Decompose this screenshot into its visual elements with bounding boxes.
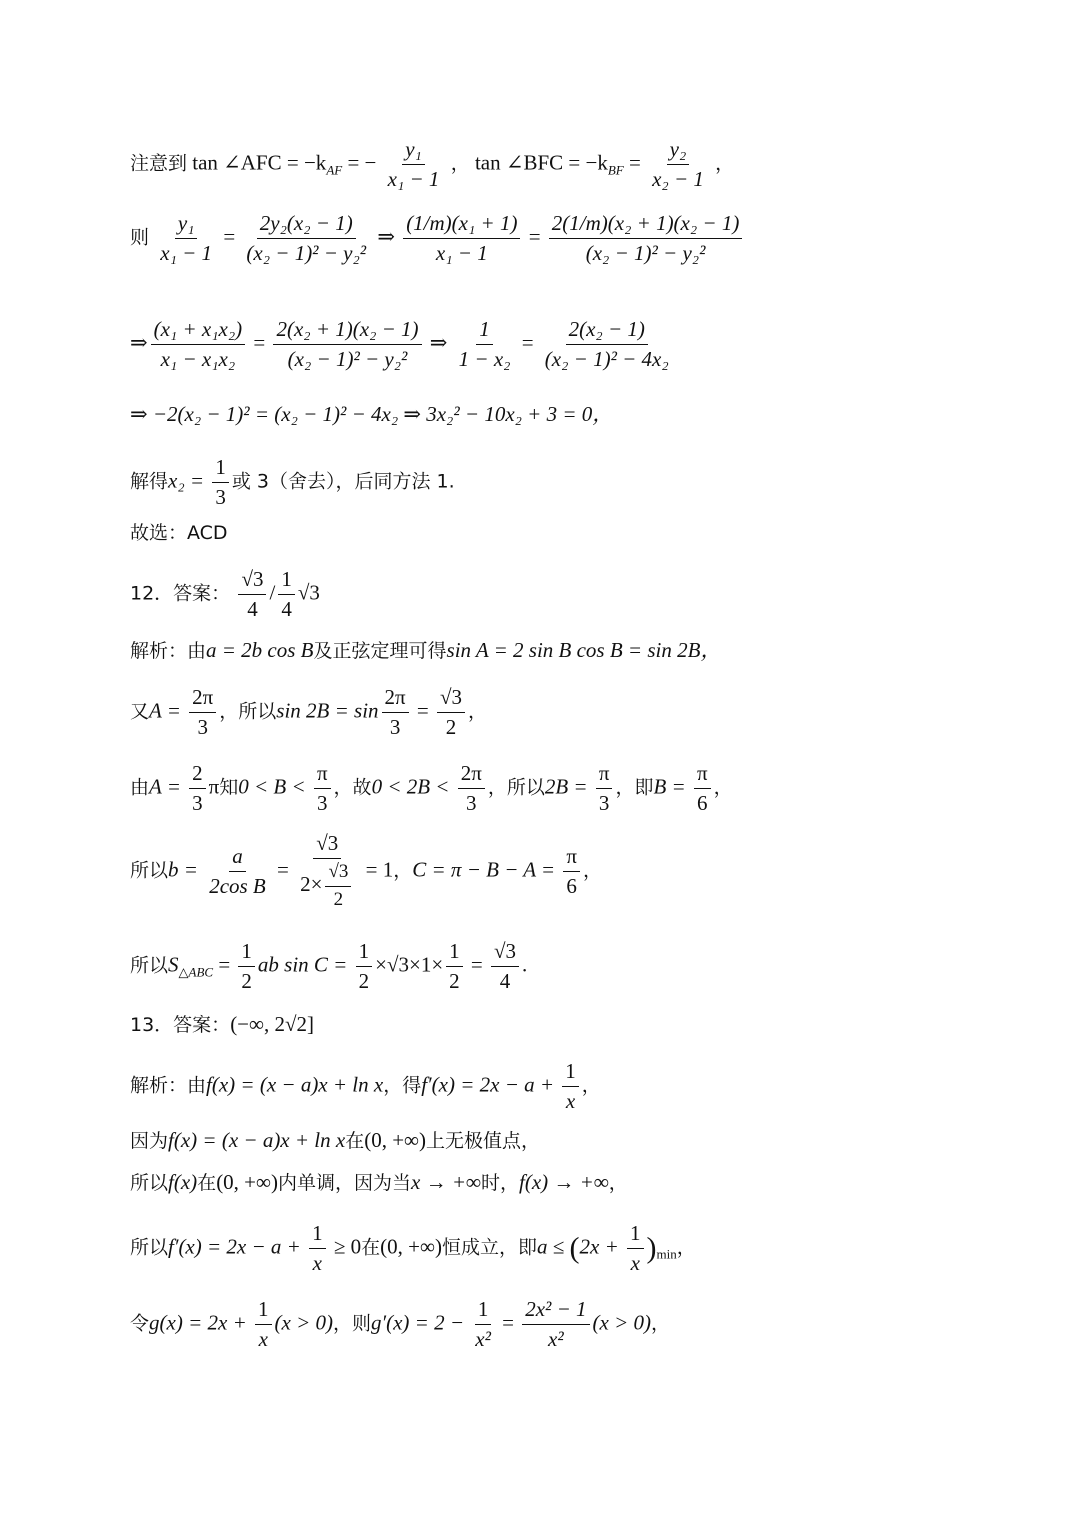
frac-sqrt3-4: $\frac{√3}{4}$ (238, 568, 266, 621)
end-comma: ， (651, 1312, 671, 1335)
eq: = (496, 1310, 520, 1335)
expr-tan-bfc: tan ∠BFC = −k (474, 150, 608, 175)
text-suoyi4: 所以 (130, 954, 169, 977)
frac-a-2cosb: $\frac{a}{\text{2cos B}}$ (209, 843, 266, 898)
text-suoyi: ，所以 (219, 700, 277, 723)
expr-tan-afc: tan ∠AFC = −k (192, 150, 327, 175)
eq-1: = 1 (360, 857, 394, 882)
text-jie-de: 解得 (130, 470, 169, 493)
expr-fx-to-inf: f(x) → +∞ (519, 1170, 609, 1194)
line-8 (130, 640, 721, 661)
slash: / (269, 580, 276, 605)
end-comma: ， (608, 1172, 628, 1194)
frac-3-2: $\frac{\text{2(x₂ + 1)(x₂ − 1)}}{\text{(x₂ − 1)² − y₂²}}$ (273, 318, 421, 371)
frac-2x2-1: $\frac{\text{2x² − 1}}{\text{x²}}$ (522, 1298, 589, 1351)
text-suoyi5: 所以 (130, 1172, 169, 1194)
text-suoyi3: 所以 (130, 859, 169, 882)
line-16 (130, 1172, 628, 1193)
text-no-extrema: 上无极值点， (426, 1130, 541, 1152)
text-zhu-yi-dao: 注意到 (130, 152, 188, 175)
expr-b-eq: b = (168, 857, 204, 882)
line-18 (130, 1298, 670, 1351)
sep-comma: ， (450, 152, 470, 175)
text-suoyi2: ，所以 (487, 776, 545, 799)
frac-2-2: $\frac{\text{2y₂(x₂ − 1)}}{\text{(x₂ − 1)² − y₂²}}$ (246, 211, 367, 266)
text-ling: 令 (130, 1312, 150, 1335)
line-2: 则 $\frac{\text{y₁}}{\text{x₁ − 1}}$ = $\frac{\text{2y₂(x₂ − 1)}}{\text{(x₂ − 1)² − y₂²}}$ ⇒ $\frac{\text{(1/m)(x₁ + 1)}}{\text{x₁ − 1}}$ = $\frac{\text{2(1/m)(x₂ + 1)(x₂ − 1)}}{\text{(x₂ − 1)² − y₂²}}$ (130, 212, 745, 265)
text-zai: 在 (345, 1130, 365, 1152)
line-3: ⇒ $\frac{\text{(x₁ + x₁x₂)}}{\text{x₁ − x₁x₂}}$ = $\frac{\text{2(x₂ + 1)(x₂ − 1)}}{\text{(x₂ − 1)² − y₂²}}$ ⇒ $\frac{1}{\text{1 − x₂}}$ = $\frac{\text{2(x₂ − 1)}}{\text{(x₂ − 1)² − 4x₂}}$ (130, 318, 675, 371)
frac-pi-3-a: $\frac{\pi}{3}$ (314, 762, 331, 815)
frac-nested: √3 2× $\frac{√3}{2}$ (297, 832, 357, 911)
end-comma: ， (581, 1074, 601, 1097)
interval3: (0, +∞) (380, 1234, 442, 1259)
frac-half-1: $\frac{1}{2}$ (238, 940, 255, 993)
text-jie-xi: 解析：由 (130, 640, 207, 662)
expr-c: C = π − B − A = (412, 857, 561, 882)
expr-2b: 2B = (544, 774, 593, 799)
frac-1-x-d: $\frac{1}{x}$ (255, 1298, 272, 1351)
expr-a-leq: a ≤ (536, 1234, 570, 1259)
end-comma: ， (582, 859, 602, 882)
expr-fx: f(x) = (x − a)x + ln x (206, 1072, 384, 1097)
line-10 (130, 762, 733, 815)
expr-fx2: f(x) = (x − a)x + ln x (168, 1128, 346, 1152)
line-17 (130, 1222, 696, 1275)
expr-gx: g(x) = 2x + (149, 1310, 252, 1335)
frac-2-3: $\frac{\text{(1/m)(x₁ + 1)}}{\text{x₁ − 1}}$ (403, 212, 520, 265)
frac-inner-sqrt3-2: $\frac{√3}{2}$ (325, 862, 351, 911)
sub-abc: △ABC (178, 964, 214, 980)
sqrt3-tail: √3 (297, 580, 320, 605)
sub-bf: BF (607, 162, 624, 178)
interval2: (0, +∞) (216, 1170, 278, 1194)
q13-answer-value: (−∞, 2√2] (230, 1012, 315, 1036)
text-zai2: 在 (197, 1172, 217, 1194)
line-7 (130, 568, 320, 621)
line-14 (130, 1060, 601, 1113)
expr-times: ×√3×1× (375, 952, 444, 977)
expr-x-gt-0: (x > 0) (274, 1310, 333, 1335)
area-s: S (168, 952, 179, 977)
interval: (0, +∞) (364, 1128, 427, 1152)
eq1: = (271, 857, 295, 882)
end-period: . (522, 952, 528, 977)
sub-af: AF (326, 162, 343, 178)
expr-sin2b: sin 2B = sin (276, 698, 379, 723)
left-paren: ( (569, 1231, 580, 1265)
expr-fx3: f(x) (168, 1170, 198, 1194)
text-ji: ，即 (615, 776, 654, 799)
end-comma: ， (468, 700, 488, 723)
frac-sqrt3-2: $\frac{√3}{2}$ (437, 686, 465, 739)
line-5 (130, 456, 455, 509)
expr-absinc: ab sin C = (257, 952, 353, 977)
expr-fprime2: f′(x) = 2x − a + (168, 1234, 307, 1259)
end-comma: ， (676, 1236, 696, 1259)
frac-2-3: $\frac{2}{3}$ (189, 762, 206, 815)
text-yinwei: 因为 (130, 1130, 169, 1152)
frac-pi-6: $\frac{\pi}{6}$ (694, 762, 711, 815)
pi: π (208, 774, 220, 799)
text-suffix: 或 3（舍去），后同方法 1. (231, 470, 455, 493)
line-15 (130, 1130, 540, 1151)
text-monotone: 内单调，因为当 (278, 1172, 412, 1194)
eq2: = (465, 952, 489, 977)
frac-half-3: $\frac{1}{2}$ (446, 940, 463, 993)
text-de: ，得 (383, 1074, 422, 1097)
expr-geq0: ≥ 0 (328, 1234, 362, 1259)
frac-2-4: $\frac{\text{2(1/m)(x₂ + 1)(x₂ − 1)}}{\text{(x₂ − 1)² − y₂²}}$ (549, 212, 743, 265)
end-comma: ， (713, 776, 733, 799)
line-4: ⇒ −2(x₂ − 1)² = (x₂ − 1)² − 4x₂ ⇒ 3x₂² − 10x₂ + 3 = 0， (130, 402, 614, 426)
frac-2pi-3-b: $\frac{2\pi}{3}$ (382, 686, 409, 739)
expr-fprime: f′(x) = 2x − a + (421, 1072, 560, 1097)
line-6 (130, 522, 228, 543)
expr-b-range: 0 < B < (238, 774, 311, 799)
text-ze: 则 (130, 226, 150, 249)
frac-1-x2: $\frac{1}{\text{x²}}$ (475, 1297, 491, 1352)
line-11 (130, 832, 602, 911)
expr-a-2bcosb: a = 2b cos B (206, 638, 314, 662)
text-suoyi6: 所以 (130, 1236, 169, 1259)
text-ze2: ，则 (332, 1312, 371, 1335)
expr-sin-a: sin A = 2 sin B cos B = sin 2B， (446, 638, 722, 662)
eq: = (411, 698, 434, 723)
line-12 (130, 940, 527, 993)
expr-gprime: g′(x) = 2 − (371, 1310, 470, 1335)
frac-2-1: $\frac{\text{y₁}}{\text{x₁ − 1}}$ (160, 211, 213, 266)
frac-2pi-3-a: $\frac{2\pi}{3}$ (189, 686, 216, 739)
q13-answer-label: 13．答案： (130, 1014, 231, 1036)
text-zai3: 在 (361, 1236, 381, 1259)
expr-x-gt-0-b: (x > 0) (592, 1310, 651, 1335)
eq: = (623, 150, 647, 175)
frac-sqrt3-4-b: $\frac{√3}{4}$ (491, 940, 519, 993)
line-13 (130, 1014, 314, 1035)
q12-answer-label: 12．答案： (130, 582, 231, 605)
frac-1-x-c: $\frac{1}{x}$ (627, 1222, 644, 1275)
expr-b: B = (653, 774, 691, 799)
text-shi: 时， (480, 1172, 519, 1194)
frac-y1-x1: $\frac{\text{y₁}}{\text{x₁ − 1}}$ (387, 137, 440, 192)
line-1 (130, 138, 734, 191)
frac-1-x: $\frac{1}{x}$ (562, 1060, 579, 1113)
frac-1-x-b: $\frac{1}{x}$ (309, 1222, 326, 1275)
text-sine-law: 及正弦定理可得 (313, 640, 447, 662)
sep: ， (393, 859, 413, 882)
eq-minus: = − (342, 150, 377, 175)
frac-1-4: $\frac{1}{4}$ (278, 568, 295, 621)
frac-2pi-3: $\frac{2\pi}{3}$ (458, 762, 485, 815)
end-comma: ， (715, 152, 735, 175)
expr-x-to-inf: x → +∞ (411, 1170, 481, 1194)
frac-half-2: $\frac{1}{2}$ (356, 940, 373, 993)
text-always: 恒成立，即 (441, 1236, 537, 1259)
eq: = (213, 952, 236, 977)
frac-pi-3-b: $\frac{\pi}{3}$ (596, 762, 613, 815)
sub-min: min (656, 1246, 677, 1262)
frac-3-3: $\frac{1}{\text{1 − x₂}}$ (458, 317, 511, 372)
frac-3-4: $\frac{\text{2(x₂ − 1)}}{\text{(x₂ − 1)² − 4x₂}}$ (544, 317, 669, 372)
right-paren: ) (646, 1231, 657, 1265)
expr-a: A = (149, 774, 187, 799)
text-zhi: 知 (219, 776, 239, 799)
two-times: 2× (300, 872, 323, 897)
frac-pi-6-c: $\frac{\pi}{6}$ (563, 845, 580, 898)
text-you2: 由 (130, 776, 150, 799)
expr-2b-range: 0 < 2B < (371, 774, 455, 799)
var-x2: x₂ = (168, 468, 210, 493)
answer-choice: 故选：ACD (130, 522, 228, 544)
frac-one-third: $\frac{1}{3}$ (212, 456, 229, 509)
line-9 (130, 686, 487, 739)
frac-y2-x2: $\frac{\text{y₂}}{\text{x₂ − 1}}$ (652, 137, 704, 192)
expr-2x: 2x + (579, 1234, 624, 1259)
text-gu: ，故 (333, 776, 372, 799)
expr-a-eq: A = (149, 698, 187, 723)
frac-3-1: $\frac{\text{(x₁ + x₁x₂)}}{\text{x₁ − x₁x₂}}$ (151, 318, 246, 371)
text-jie-xi2: 解析：由 (130, 1074, 207, 1097)
text-you: 又 (130, 700, 150, 723)
